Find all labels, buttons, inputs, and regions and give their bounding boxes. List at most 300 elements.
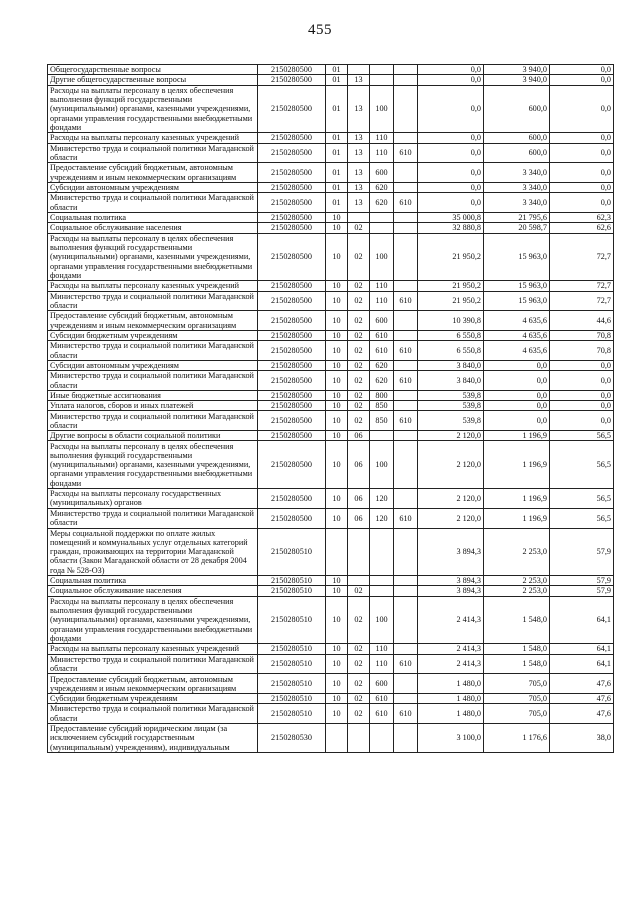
section-cell: 10: [326, 441, 348, 489]
execution-percent-cell: 38,0: [550, 724, 614, 753]
table-row: [48, 223, 614, 233]
table-row: [48, 330, 614, 340]
table-row: [48, 311, 614, 331]
actual-amount-cell: 4 635,6: [484, 341, 550, 361]
subsection-cell: 02: [348, 341, 370, 361]
target-code-cell: 2150280500: [258, 85, 326, 133]
expense-type-cell: 100: [370, 596, 394, 644]
administrator-code-cell: [394, 85, 418, 133]
execution-percent-cell: 0,0: [550, 401, 614, 411]
section-cell: 10: [326, 576, 348, 586]
planned-amount-cell: 0,0: [418, 143, 484, 163]
planned-amount-cell: 3 894,3: [418, 586, 484, 596]
table-row: [48, 489, 614, 509]
execution-percent-cell: 62,3: [550, 212, 614, 222]
planned-amount-cell: 3 840,0: [418, 371, 484, 391]
table-row: [48, 644, 614, 654]
section-cell: 10: [326, 341, 348, 361]
subsection-cell: 02: [348, 330, 370, 340]
actual-amount-cell: 705,0: [484, 694, 550, 704]
row-name-cell: Другие общегосударственные вопросы: [48, 75, 258, 85]
actual-amount-cell: 15 963,0: [484, 281, 550, 291]
actual-amount-cell: 3 940,0: [484, 65, 550, 75]
administrator-code-cell: [394, 360, 418, 370]
table-row: [48, 586, 614, 596]
row-name-cell: Расходы на выплаты персоналу казенных учреждений: [48, 644, 258, 654]
execution-percent-cell: 57,9: [550, 586, 614, 596]
administrator-code-cell: [394, 75, 418, 85]
target-code-cell: 2150280510: [258, 674, 326, 694]
section-cell: 01: [326, 133, 348, 143]
planned-amount-cell: 3 100,0: [418, 724, 484, 753]
execution-percent-cell: 56,5: [550, 508, 614, 528]
table-row: [48, 182, 614, 192]
row-name-cell: Субсидии бюджетным учреждениям: [48, 330, 258, 340]
expense-type-cell: [370, 724, 394, 753]
subsection-cell: 02: [348, 291, 370, 311]
row-name-cell: Общегосударственные вопросы: [48, 65, 258, 75]
execution-percent-cell: 0,0: [550, 143, 614, 163]
row-name-cell: Субсидии автономным учреждениям: [48, 360, 258, 370]
planned-amount-cell: 0,0: [418, 193, 484, 213]
actual-amount-cell: 4 635,6: [484, 311, 550, 331]
section-cell: [326, 528, 348, 576]
expense-type-cell: 110: [370, 143, 394, 163]
expense-type-cell: 800: [370, 390, 394, 400]
execution-percent-cell: 72,7: [550, 291, 614, 311]
row-name-cell: Предоставление субсидий бюджетным, автономным учреждениям и иным некоммерческим организациям: [48, 674, 258, 694]
table-row: [48, 133, 614, 143]
expense-type-cell: 850: [370, 401, 394, 411]
subsection-cell: [348, 528, 370, 576]
target-code-cell: 2150280510: [258, 694, 326, 704]
execution-percent-cell: 64,1: [550, 596, 614, 644]
administrator-code-cell: [394, 489, 418, 509]
execution-percent-cell: 56,5: [550, 431, 614, 441]
execution-percent-cell: 64,1: [550, 654, 614, 674]
expense-type-cell: 610: [370, 694, 394, 704]
section-cell: 10: [326, 390, 348, 400]
subsection-cell: 02: [348, 644, 370, 654]
planned-amount-cell: 2 414,3: [418, 596, 484, 644]
execution-percent-cell: 47,6: [550, 694, 614, 704]
expense-type-cell: [370, 528, 394, 576]
target-code-cell: 2150280500: [258, 223, 326, 233]
row-name-cell: Социальная политика: [48, 212, 258, 222]
subsection-cell: 02: [348, 654, 370, 674]
row-name-cell: Министерство труда и социальной политики Магаданской области: [48, 193, 258, 213]
subsection-cell: 02: [348, 596, 370, 644]
target-code-cell: 2150280500: [258, 330, 326, 340]
execution-percent-cell: 47,6: [550, 704, 614, 724]
row-name-cell: Расходы на выплаты персоналу в целях обеспечения выполнения функций государственными (муниципальными) органами, казенными учреждениями, органами управления государственными внебюджетными фондами: [48, 85, 258, 133]
section-cell: 10: [326, 644, 348, 654]
subsection-cell: 02: [348, 674, 370, 694]
section-cell: 10: [326, 674, 348, 694]
row-name-cell: Уплата налогов, сборов и иных платежей: [48, 401, 258, 411]
target-code-cell: 2150280500: [258, 133, 326, 143]
table-row: [48, 704, 614, 724]
execution-percent-cell: 70,8: [550, 341, 614, 361]
planned-amount-cell: 0,0: [418, 75, 484, 85]
actual-amount-cell: 600,0: [484, 85, 550, 133]
subsection-cell: 02: [348, 401, 370, 411]
planned-amount-cell: 0,0: [418, 65, 484, 75]
section-cell: 10: [326, 212, 348, 222]
row-name-cell: Субсидии автономным учреждениям: [48, 182, 258, 192]
administrator-code-cell: [394, 596, 418, 644]
administrator-code-cell: [394, 644, 418, 654]
planned-amount-cell: 6 550,8: [418, 330, 484, 340]
actual-amount-cell: 4 635,6: [484, 330, 550, 340]
section-cell: 01: [326, 163, 348, 183]
row-name-cell: Расходы на выплаты персоналу в целях обеспечения выполнения функций государственными (муниципальными) органами, казенными учреждениями, органами управления государственными внебюджетными фондами: [48, 233, 258, 281]
administrator-code-cell: [394, 390, 418, 400]
target-code-cell: 2150280500: [258, 291, 326, 311]
target-code-cell: 2150280500: [258, 401, 326, 411]
expense-type-cell: 120: [370, 489, 394, 509]
subsection-cell: 13: [348, 133, 370, 143]
administrator-code-cell: [394, 65, 418, 75]
expense-type-cell: [370, 586, 394, 596]
target-code-cell: 2150280500: [258, 193, 326, 213]
target-code-cell: 2150280510: [258, 704, 326, 724]
table-row: [48, 360, 614, 370]
planned-amount-cell: 539,8: [418, 401, 484, 411]
actual-amount-cell: 2 253,0: [484, 586, 550, 596]
section-cell: 01: [326, 193, 348, 213]
row-name-cell: Другие вопросы в области социальной политики: [48, 431, 258, 441]
expense-type-cell: 620: [370, 371, 394, 391]
section-cell: 10: [326, 694, 348, 704]
section-cell: 10: [326, 411, 348, 431]
execution-percent-cell: 0,0: [550, 65, 614, 75]
execution-percent-cell: 70,8: [550, 330, 614, 340]
actual-amount-cell: 705,0: [484, 704, 550, 724]
actual-amount-cell: 1 548,0: [484, 596, 550, 644]
row-name-cell: Министерство труда и социальной политики Магаданской области: [48, 291, 258, 311]
expense-type-cell: [370, 212, 394, 222]
target-code-cell: 2150280500: [258, 311, 326, 331]
expense-type-cell: [370, 431, 394, 441]
administrator-code-cell: [394, 674, 418, 694]
planned-amount-cell: 3 840,0: [418, 360, 484, 370]
expense-type-cell: 100: [370, 441, 394, 489]
row-name-cell: Министерство труда и социальной политики Магаданской области: [48, 371, 258, 391]
execution-percent-cell: 0,0: [550, 85, 614, 133]
actual-amount-cell: 21 795,6: [484, 212, 550, 222]
administrator-code-cell: [394, 133, 418, 143]
execution-percent-cell: 62,6: [550, 223, 614, 233]
actual-amount-cell: 3 940,0: [484, 75, 550, 85]
administrator-code-cell: [394, 233, 418, 281]
table-row: [48, 291, 614, 311]
administrator-code-cell: 610: [394, 193, 418, 213]
target-code-cell: 2150280500: [258, 341, 326, 361]
table-row: [48, 143, 614, 163]
expense-type-cell: 110: [370, 291, 394, 311]
section-cell: 10: [326, 586, 348, 596]
planned-amount-cell: 0,0: [418, 133, 484, 143]
administrator-code-cell: [394, 528, 418, 576]
target-code-cell: 2150280500: [258, 212, 326, 222]
actual-amount-cell: 0,0: [484, 360, 550, 370]
table-row: [48, 85, 614, 133]
target-code-cell: 2150280510: [258, 596, 326, 644]
execution-percent-cell: 56,5: [550, 441, 614, 489]
target-code-cell: 2150280500: [258, 390, 326, 400]
administrator-code-cell: [394, 330, 418, 340]
expense-type-cell: 600: [370, 163, 394, 183]
expense-type-cell: [370, 75, 394, 85]
target-code-cell: 2150280500: [258, 233, 326, 281]
target-code-cell: 2150280510: [258, 644, 326, 654]
planned-amount-cell: 3 894,3: [418, 528, 484, 576]
section-cell: 10: [326, 311, 348, 331]
administrator-code-cell: [394, 586, 418, 596]
table-row: [48, 75, 614, 85]
actual-amount-cell: 20 598,7: [484, 223, 550, 233]
table-row: [48, 371, 614, 391]
execution-percent-cell: 56,5: [550, 489, 614, 509]
subsection-cell: 06: [348, 508, 370, 528]
section-cell: 01: [326, 143, 348, 163]
subsection-cell: 13: [348, 143, 370, 163]
subsection-cell: 02: [348, 233, 370, 281]
row-name-cell: Министерство труда и социальной политики Магаданской области: [48, 341, 258, 361]
expense-type-cell: 110: [370, 133, 394, 143]
table-row: [48, 654, 614, 674]
expense-type-cell: 110: [370, 654, 394, 674]
section-cell: 10: [326, 654, 348, 674]
section-cell: 10: [326, 508, 348, 528]
row-name-cell: Предоставление субсидий бюджетным, автономным учреждениям и иным некоммерческим организациям: [48, 311, 258, 331]
row-name-cell: Министерство труда и социальной политики Магаданской области: [48, 508, 258, 528]
administrator-code-cell: 610: [394, 508, 418, 528]
administrator-code-cell: [394, 223, 418, 233]
target-code-cell: 2150280500: [258, 75, 326, 85]
execution-percent-cell: 0,0: [550, 193, 614, 213]
row-name-cell: Расходы на выплаты персоналу в целях обеспечения выполнения функций государственными (муниципальными) органами, казенными учреждениями, органами управления государственными внебюджетными фондами: [48, 596, 258, 644]
execution-percent-cell: 0,0: [550, 182, 614, 192]
administrator-code-cell: [394, 311, 418, 331]
table-row: [48, 576, 614, 586]
expense-type-cell: 110: [370, 644, 394, 654]
page-number: 455: [308, 22, 332, 38]
subsection-cell: 02: [348, 694, 370, 704]
administrator-code-cell: 610: [394, 704, 418, 724]
section-cell: 01: [326, 65, 348, 75]
expense-type-cell: [370, 223, 394, 233]
administrator-code-cell: [394, 163, 418, 183]
section-cell: 01: [326, 75, 348, 85]
table-row: [48, 281, 614, 291]
section-cell: 10: [326, 704, 348, 724]
planned-amount-cell: 21 950,2: [418, 233, 484, 281]
administrator-code-cell: 610: [394, 341, 418, 361]
table-row: [48, 193, 614, 213]
actual-amount-cell: 600,0: [484, 133, 550, 143]
execution-percent-cell: 47,6: [550, 674, 614, 694]
row-name-cell: Иные бюджетные ассигнования: [48, 390, 258, 400]
expense-type-cell: [370, 576, 394, 586]
section-cell: 10: [326, 360, 348, 370]
planned-amount-cell: 2 120,0: [418, 489, 484, 509]
budget-table: [47, 64, 614, 753]
subsection-cell: 02: [348, 586, 370, 596]
planned-amount-cell: 2 414,3: [418, 644, 484, 654]
section-cell: 10: [326, 281, 348, 291]
table-row: [48, 233, 614, 281]
planned-amount-cell: 0,0: [418, 85, 484, 133]
planned-amount-cell: 1 480,0: [418, 694, 484, 704]
planned-amount-cell: 2 414,3: [418, 654, 484, 674]
actual-amount-cell: 0,0: [484, 371, 550, 391]
row-name-cell: Меры социальной поддержки по оплате жилых помещений и коммунальных услуг отдельных категорий граждан, проживающих на территории Магаданской области (Закон Магаданской области от 28 декабря 2004 года № 528-ОЗ): [48, 528, 258, 576]
row-name-cell: Предоставление субсидий бюджетным, автономным учреждениям и иным некоммерческим организациям: [48, 163, 258, 183]
target-code-cell: 2150280500: [258, 360, 326, 370]
target-code-cell: 2150280500: [258, 441, 326, 489]
section-cell: 10: [326, 233, 348, 281]
target-code-cell: 2150280510: [258, 576, 326, 586]
actual-amount-cell: 0,0: [484, 401, 550, 411]
subsection-cell: 02: [348, 390, 370, 400]
section-cell: [326, 724, 348, 753]
actual-amount-cell: 0,0: [484, 390, 550, 400]
planned-amount-cell: 21 950,2: [418, 291, 484, 311]
section-cell: 10: [326, 371, 348, 391]
row-name-cell: Расходы на выплаты персоналу в целях обеспечения выполнения функций государственными (муниципальными) органами, казенными учреждениями, органами управления государственными внебюджетными фондами: [48, 441, 258, 489]
expense-type-cell: 850: [370, 411, 394, 431]
row-name-cell: Министерство труда и социальной политики Магаданской области: [48, 411, 258, 431]
actual-amount-cell: 1 196,9: [484, 508, 550, 528]
execution-percent-cell: 0,0: [550, 163, 614, 183]
target-code-cell: 2150280500: [258, 431, 326, 441]
actual-amount-cell: 0,0: [484, 411, 550, 431]
planned-amount-cell: 21 950,2: [418, 281, 484, 291]
administrator-code-cell: 610: [394, 411, 418, 431]
table-row: [48, 596, 614, 644]
target-code-cell: 2150280510: [258, 528, 326, 576]
actual-amount-cell: 15 963,0: [484, 233, 550, 281]
row-name-cell: Министерство труда и социальной политики Магаданской области: [48, 143, 258, 163]
expense-type-cell: [370, 65, 394, 75]
subsection-cell: 13: [348, 163, 370, 183]
subsection-cell: 02: [348, 360, 370, 370]
table-row: [48, 724, 614, 753]
administrator-code-cell: 610: [394, 291, 418, 311]
table-row: [48, 341, 614, 361]
subsection-cell: [348, 65, 370, 75]
administrator-code-cell: [394, 576, 418, 586]
planned-amount-cell: 10 390,8: [418, 311, 484, 331]
subsection-cell: 02: [348, 411, 370, 431]
row-name-cell: Министерство труда и социальной политики Магаданской области: [48, 654, 258, 674]
actual-amount-cell: 1 196,9: [484, 431, 550, 441]
expense-type-cell: 610: [370, 341, 394, 361]
execution-percent-cell: 0,0: [550, 411, 614, 431]
subsection-cell: 06: [348, 431, 370, 441]
target-code-cell: 2150280500: [258, 508, 326, 528]
row-name-cell: Предоставление субсидий юридическим лицам (за исключением субсидий государственным (муниципальным) учреждениям), индивидуальным: [48, 724, 258, 753]
actual-amount-cell: 1 196,9: [484, 489, 550, 509]
actual-amount-cell: 3 340,0: [484, 182, 550, 192]
planned-amount-cell: 35 000,8: [418, 212, 484, 222]
subsection-cell: 06: [348, 441, 370, 489]
expense-type-cell: 610: [370, 704, 394, 724]
target-code-cell: 2150280500: [258, 411, 326, 431]
administrator-code-cell: [394, 401, 418, 411]
target-code-cell: 2150280500: [258, 65, 326, 75]
planned-amount-cell: 0,0: [418, 182, 484, 192]
table-row: [48, 528, 614, 576]
planned-amount-cell: 539,8: [418, 411, 484, 431]
row-name-cell: Расходы на выплаты персоналу казенных учреждений: [48, 133, 258, 143]
section-cell: 10: [326, 489, 348, 509]
expense-type-cell: 600: [370, 674, 394, 694]
row-name-cell: Социальная политика: [48, 576, 258, 586]
table-row: [48, 212, 614, 222]
subsection-cell: [348, 724, 370, 753]
execution-percent-cell: 0,0: [550, 75, 614, 85]
subsection-cell: 02: [348, 281, 370, 291]
planned-amount-cell: 3 894,3: [418, 576, 484, 586]
subsection-cell: [348, 576, 370, 586]
administrator-code-cell: 610: [394, 143, 418, 163]
execution-percent-cell: 0,0: [550, 371, 614, 391]
expense-type-cell: 100: [370, 233, 394, 281]
subsection-cell: 02: [348, 311, 370, 331]
administrator-code-cell: 610: [394, 371, 418, 391]
table-row: [48, 411, 614, 431]
target-code-cell: 2150280500: [258, 182, 326, 192]
expense-type-cell: 120: [370, 508, 394, 528]
administrator-code-cell: [394, 694, 418, 704]
planned-amount-cell: 6 550,8: [418, 341, 484, 361]
planned-amount-cell: 32 880,8: [418, 223, 484, 233]
planned-amount-cell: 1 480,0: [418, 674, 484, 694]
section-cell: 10: [326, 330, 348, 340]
target-code-cell: 2150280510: [258, 586, 326, 596]
table-row: [48, 431, 614, 441]
execution-percent-cell: 0,0: [550, 390, 614, 400]
expense-type-cell: 620: [370, 182, 394, 192]
row-name-cell: Министерство труда и социальной политики Магаданской области: [48, 704, 258, 724]
row-name-cell: Социальное обслуживание населения: [48, 586, 258, 596]
table-row: [48, 401, 614, 411]
actual-amount-cell: 3 340,0: [484, 163, 550, 183]
subsection-cell: 02: [348, 223, 370, 233]
subsection-cell: 13: [348, 75, 370, 85]
administrator-code-cell: [394, 281, 418, 291]
subsection-cell: [348, 212, 370, 222]
table-row: [48, 65, 614, 75]
target-code-cell: 2150280500: [258, 281, 326, 291]
table-row: [48, 694, 614, 704]
execution-percent-cell: 57,9: [550, 576, 614, 586]
execution-percent-cell: 0,0: [550, 133, 614, 143]
subsection-cell: 13: [348, 182, 370, 192]
execution-percent-cell: 72,7: [550, 281, 614, 291]
subsection-cell: 06: [348, 489, 370, 509]
expense-type-cell: 620: [370, 193, 394, 213]
planned-amount-cell: 0,0: [418, 163, 484, 183]
row-name-cell: Расходы на выплаты персоналу казенных учреждений: [48, 281, 258, 291]
administrator-code-cell: [394, 431, 418, 441]
planned-amount-cell: 2 120,0: [418, 441, 484, 489]
planned-amount-cell: 539,8: [418, 390, 484, 400]
actual-amount-cell: 705,0: [484, 674, 550, 694]
